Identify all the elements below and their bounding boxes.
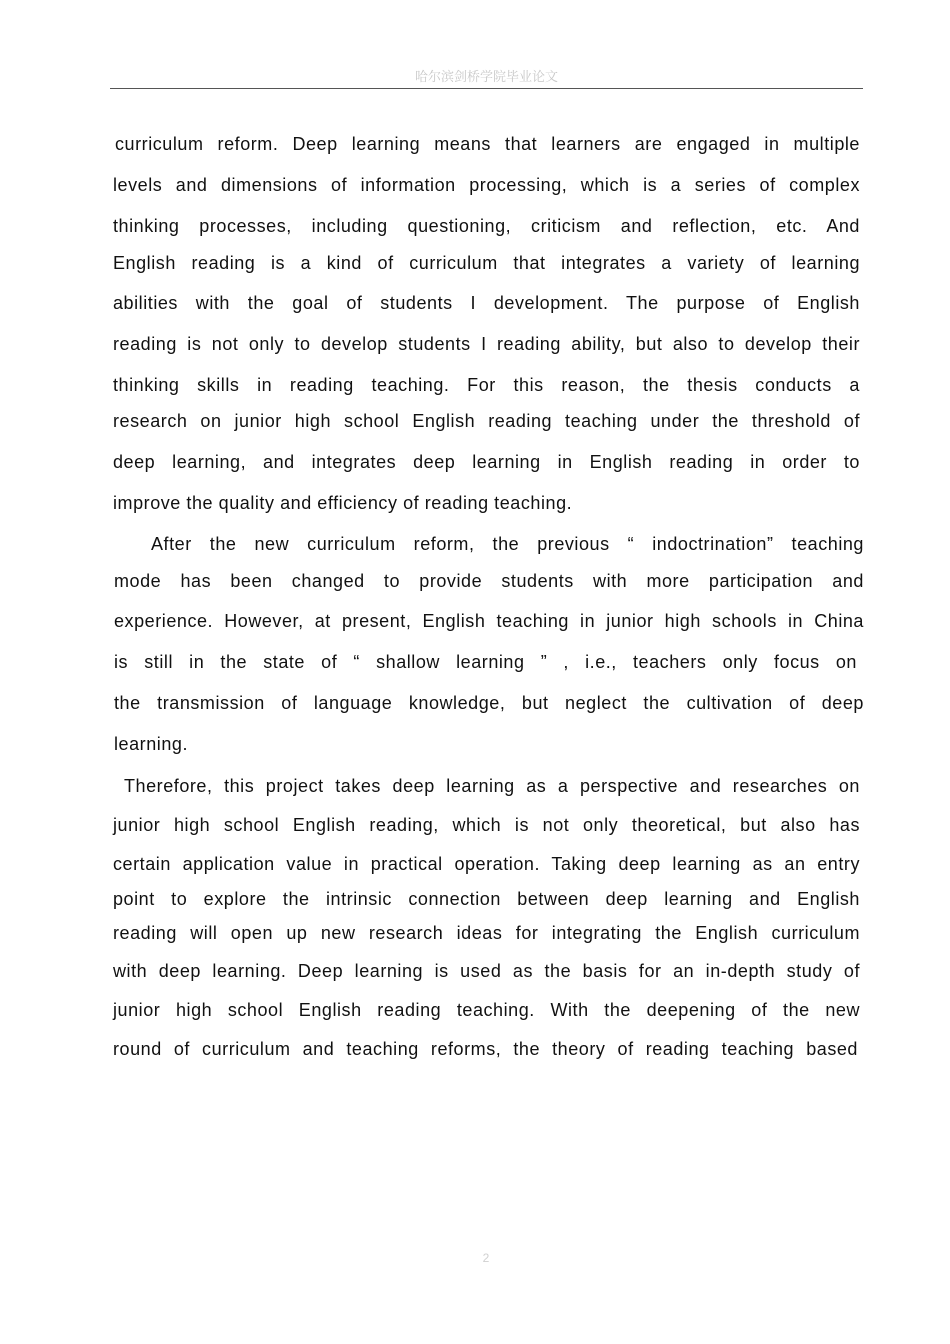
- body-line: thinking processes, including questioning, criticism and reflection, etc. And: [113, 216, 860, 236]
- body-line: experience. However, at present, English teaching in junior high schools in China: [114, 611, 864, 631]
- body-line: curriculum reform. Deep learning means that learners are engaged in multiple: [115, 134, 860, 154]
- body-line: is still in the state of “ shallow learning ” , i.e., teachers only focus on: [114, 652, 857, 672]
- body-line: point to explore the intrinsic connection between deep learning and English: [113, 889, 860, 909]
- body-line: with deep learning. Deep learning is used as the basis for an in-depth study of: [113, 961, 860, 981]
- body-line: junior high school English reading, which is not only theoretical, but also has: [113, 815, 860, 835]
- body-line: deep learning, and integrates deep learning in English reading in order to: [113, 452, 860, 472]
- body-line: thinking skills in reading teaching. For this reason, the thesis conducts a: [113, 375, 860, 395]
- page-number: 2: [482, 1251, 490, 1265]
- body-line: learning.: [114, 734, 188, 754]
- body-line: improve the quality and efficiency of reading teaching.: [113, 493, 573, 513]
- body-line: the transmission of language knowledge, but neglect the cultivation of deep: [114, 693, 864, 713]
- body-line: mode has been changed to provide students with more participation and: [114, 571, 864, 591]
- body-line: Therefore, this project takes deep learning as a perspective and researches on: [124, 776, 860, 796]
- body-line: English reading is a kind of curriculum that integrates a variety of learning: [113, 253, 860, 273]
- body-line: After the new curriculum reform, the previous “ indoctrination” teaching: [151, 534, 864, 554]
- body-line: certain application value in practical operation. Taking deep learning as an entry: [113, 854, 860, 874]
- body-line: reading is not only to develop students I reading ability, but also to develop their: [113, 334, 860, 354]
- body-line: round of curriculum and teaching reforms, the theory of reading teaching based: [113, 1039, 858, 1059]
- body-line: research on junior high school English reading teaching under the threshold of: [113, 411, 860, 431]
- body-line: levels and dimensions of information processing, which is a series of complex: [113, 175, 860, 195]
- running-header-title: 哈尔滨剑桥学院毕业论文: [414, 70, 558, 85]
- body-line: reading will open up new research ideas for integrating the English curriculum: [113, 923, 860, 943]
- header-rule: [110, 88, 863, 89]
- body-line: junior high school English reading teaching. With the deepening of the new: [113, 1000, 860, 1020]
- body-line: abilities with the goal of students I development. The purpose of English: [113, 293, 860, 313]
